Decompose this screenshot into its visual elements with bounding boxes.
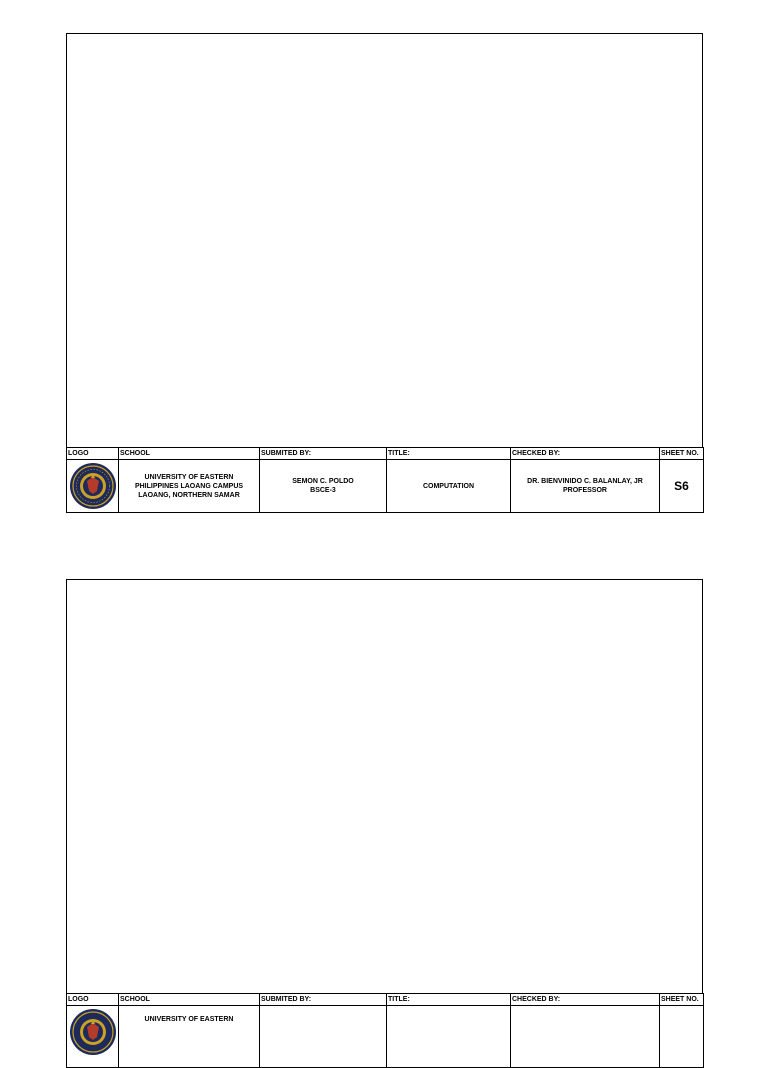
title-header: TITLE:	[387, 994, 511, 1006]
checked-by-cell	[511, 1006, 660, 1068]
school-line-1: UNIVERSITY OF EASTERN	[144, 1016, 234, 1023]
submitted-by-cell	[260, 460, 387, 513]
title-cell	[387, 1006, 511, 1068]
drawing-frame	[66, 33, 703, 447]
checked-by-header: CHECKED BY:	[511, 994, 660, 1006]
sheet-no-header: SHEET NO.	[660, 994, 704, 1006]
school-line-2: PHILIPPINES LAOANG CAMPUS	[134, 482, 244, 490]
submitter-name: SEMON C. POLDO	[292, 478, 354, 485]
school-line-3: LAOANG, NORTHERN SAMAR	[138, 491, 240, 499]
title-cell: COMPUTATION	[387, 460, 511, 513]
checker-role: PROFESSOR	[563, 487, 607, 494]
checked-by-header: CHECKED BY:	[511, 448, 660, 460]
checked-by-cell	[511, 460, 660, 513]
title-block-header-row	[67, 994, 704, 1006]
submitted-by-header: SUBMITED BY:	[260, 448, 387, 460]
sheet-no-cell: S6	[660, 460, 704, 513]
logo-header: LOGO	[67, 448, 119, 460]
checker-name: DR. BIENVINIDO C. BALANLAY, JR	[527, 478, 643, 485]
title-block	[66, 447, 703, 513]
school-cell	[119, 460, 260, 513]
title-block-body-row	[67, 1006, 704, 1068]
logo-cell	[67, 1006, 119, 1068]
sheet-no-cell	[660, 1006, 704, 1068]
university-seal-icon	[69, 1008, 117, 1056]
logo-header: LOGO	[67, 994, 119, 1006]
title-block-header-row	[67, 448, 704, 460]
university-seal-icon	[69, 462, 117, 510]
title-block-body-row	[67, 460, 704, 513]
submitted-by-header: SUBMITED BY:	[260, 994, 387, 1006]
school-cell	[119, 1006, 260, 1068]
title-header: TITLE:	[387, 448, 511, 460]
title-block	[66, 993, 703, 1059]
submitted-by-cell	[260, 1006, 387, 1068]
drawing-frame	[66, 579, 703, 993]
school-header: SCHOOL	[119, 448, 260, 460]
title-block-table	[66, 993, 704, 1068]
title-block-table	[66, 447, 704, 513]
submitter-course: BSCE-3	[310, 487, 336, 494]
school-line-1: UNIVERSITY OF EASTERN	[144, 473, 234, 481]
sheet-no-header: SHEET NO.	[660, 448, 704, 460]
logo-cell	[67, 460, 119, 513]
school-header: SCHOOL	[119, 994, 260, 1006]
